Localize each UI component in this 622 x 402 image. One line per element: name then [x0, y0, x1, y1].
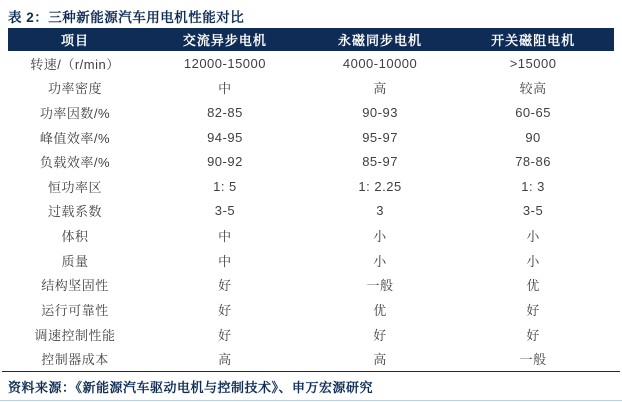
cell-value: 好 — [218, 278, 232, 294]
cell-value: 3-5 — [214, 203, 236, 219]
row-label: 质量 — [61, 253, 89, 269]
table-row — [8, 346, 614, 371]
row-label: 功率因数/% — [39, 106, 111, 122]
cell-value: 82-85 — [207, 105, 243, 121]
cell-value: 85-97 — [362, 154, 398, 170]
column-header: 项目 — [60, 33, 89, 48]
table-row — [8, 199, 614, 224]
cell-value: 好 — [526, 302, 540, 318]
cell-value: 较高 — [519, 81, 547, 97]
cell-value: 1: 3 — [521, 178, 545, 194]
row-label: 转速/（r/min） — [30, 56, 120, 72]
column-header: 永磁同步电机 — [338, 33, 423, 48]
row-label: 控制器成本 — [41, 352, 109, 368]
column-header: 开关磁阻电机 — [491, 33, 576, 48]
cell-value: 好 — [218, 302, 232, 318]
table-row — [8, 272, 614, 297]
column-header: 交流异步电机 — [182, 33, 267, 48]
cell-value: 3-5 — [522, 203, 544, 219]
cell-value: 90 — [525, 129, 541, 145]
cell-value: 小 — [526, 253, 540, 269]
cell-value: 优 — [526, 278, 540, 294]
cell-value: 78-86 — [515, 154, 551, 170]
cell-value: 1: 5 — [213, 178, 237, 194]
cell-value: >15000 — [509, 55, 557, 71]
table-body — [8, 51, 614, 371]
row-label: 功率密度 — [47, 81, 102, 97]
table-row — [8, 51, 614, 76]
table-header-row — [8, 28, 614, 51]
table-row — [8, 125, 614, 150]
table-row — [8, 322, 614, 347]
table-row — [8, 223, 614, 248]
row-label: 调速控制性能 — [34, 327, 116, 343]
cell-value: 94-95 — [207, 129, 243, 145]
page-bottom-rule — [0, 400, 622, 401]
cell-value: 一般 — [366, 278, 394, 294]
cell-value: 小 — [526, 229, 540, 245]
row-label: 恒功率区 — [47, 179, 102, 195]
cell-value: 中 — [218, 253, 232, 269]
cell-value: 一般 — [519, 352, 547, 368]
cell-value: 好 — [373, 327, 387, 343]
table-row — [8, 100, 614, 125]
table-row — [8, 149, 614, 174]
row-label: 峰值效率/% — [39, 130, 111, 146]
cell-value: 高 — [373, 81, 387, 97]
row-label: 体积 — [61, 229, 89, 245]
row-label: 负载效率/% — [39, 155, 111, 171]
cell-value: 1: 2.25 — [358, 178, 402, 194]
cell-value: 95-97 — [362, 129, 398, 145]
table-row — [8, 297, 614, 322]
cell-value: 90-92 — [207, 154, 243, 170]
row-label: 运行可靠性 — [41, 302, 109, 318]
source-note: 资料来源：《新能源汽车驱动电机与控制技术》、申万宏源研究 — [8, 380, 374, 395]
cell-value: 好 — [218, 327, 232, 343]
cell-value: 3 — [376, 203, 384, 219]
cell-value: 12000-15000 — [183, 55, 266, 71]
cell-value: 4000-10000 — [342, 55, 418, 71]
row-label: 结构坚固性 — [41, 278, 109, 294]
cell-value: 好 — [526, 327, 540, 343]
table-row — [8, 174, 614, 199]
table-title: 表 2：三种新能源汽车用电机性能对比 — [8, 10, 245, 25]
cell-value: 中 — [218, 229, 232, 245]
cell-value: 中 — [218, 81, 232, 97]
cell-value: 60-65 — [515, 105, 551, 121]
cell-value: 小 — [373, 253, 387, 269]
cell-value: 高 — [373, 352, 387, 368]
table-row — [8, 76, 614, 101]
cell-value: 优 — [373, 302, 387, 318]
row-label: 过载系数 — [47, 204, 102, 220]
cell-value: 高 — [218, 352, 232, 368]
table-row — [8, 248, 614, 273]
cell-value: 90-93 — [362, 105, 398, 121]
cell-value: 小 — [373, 229, 387, 245]
